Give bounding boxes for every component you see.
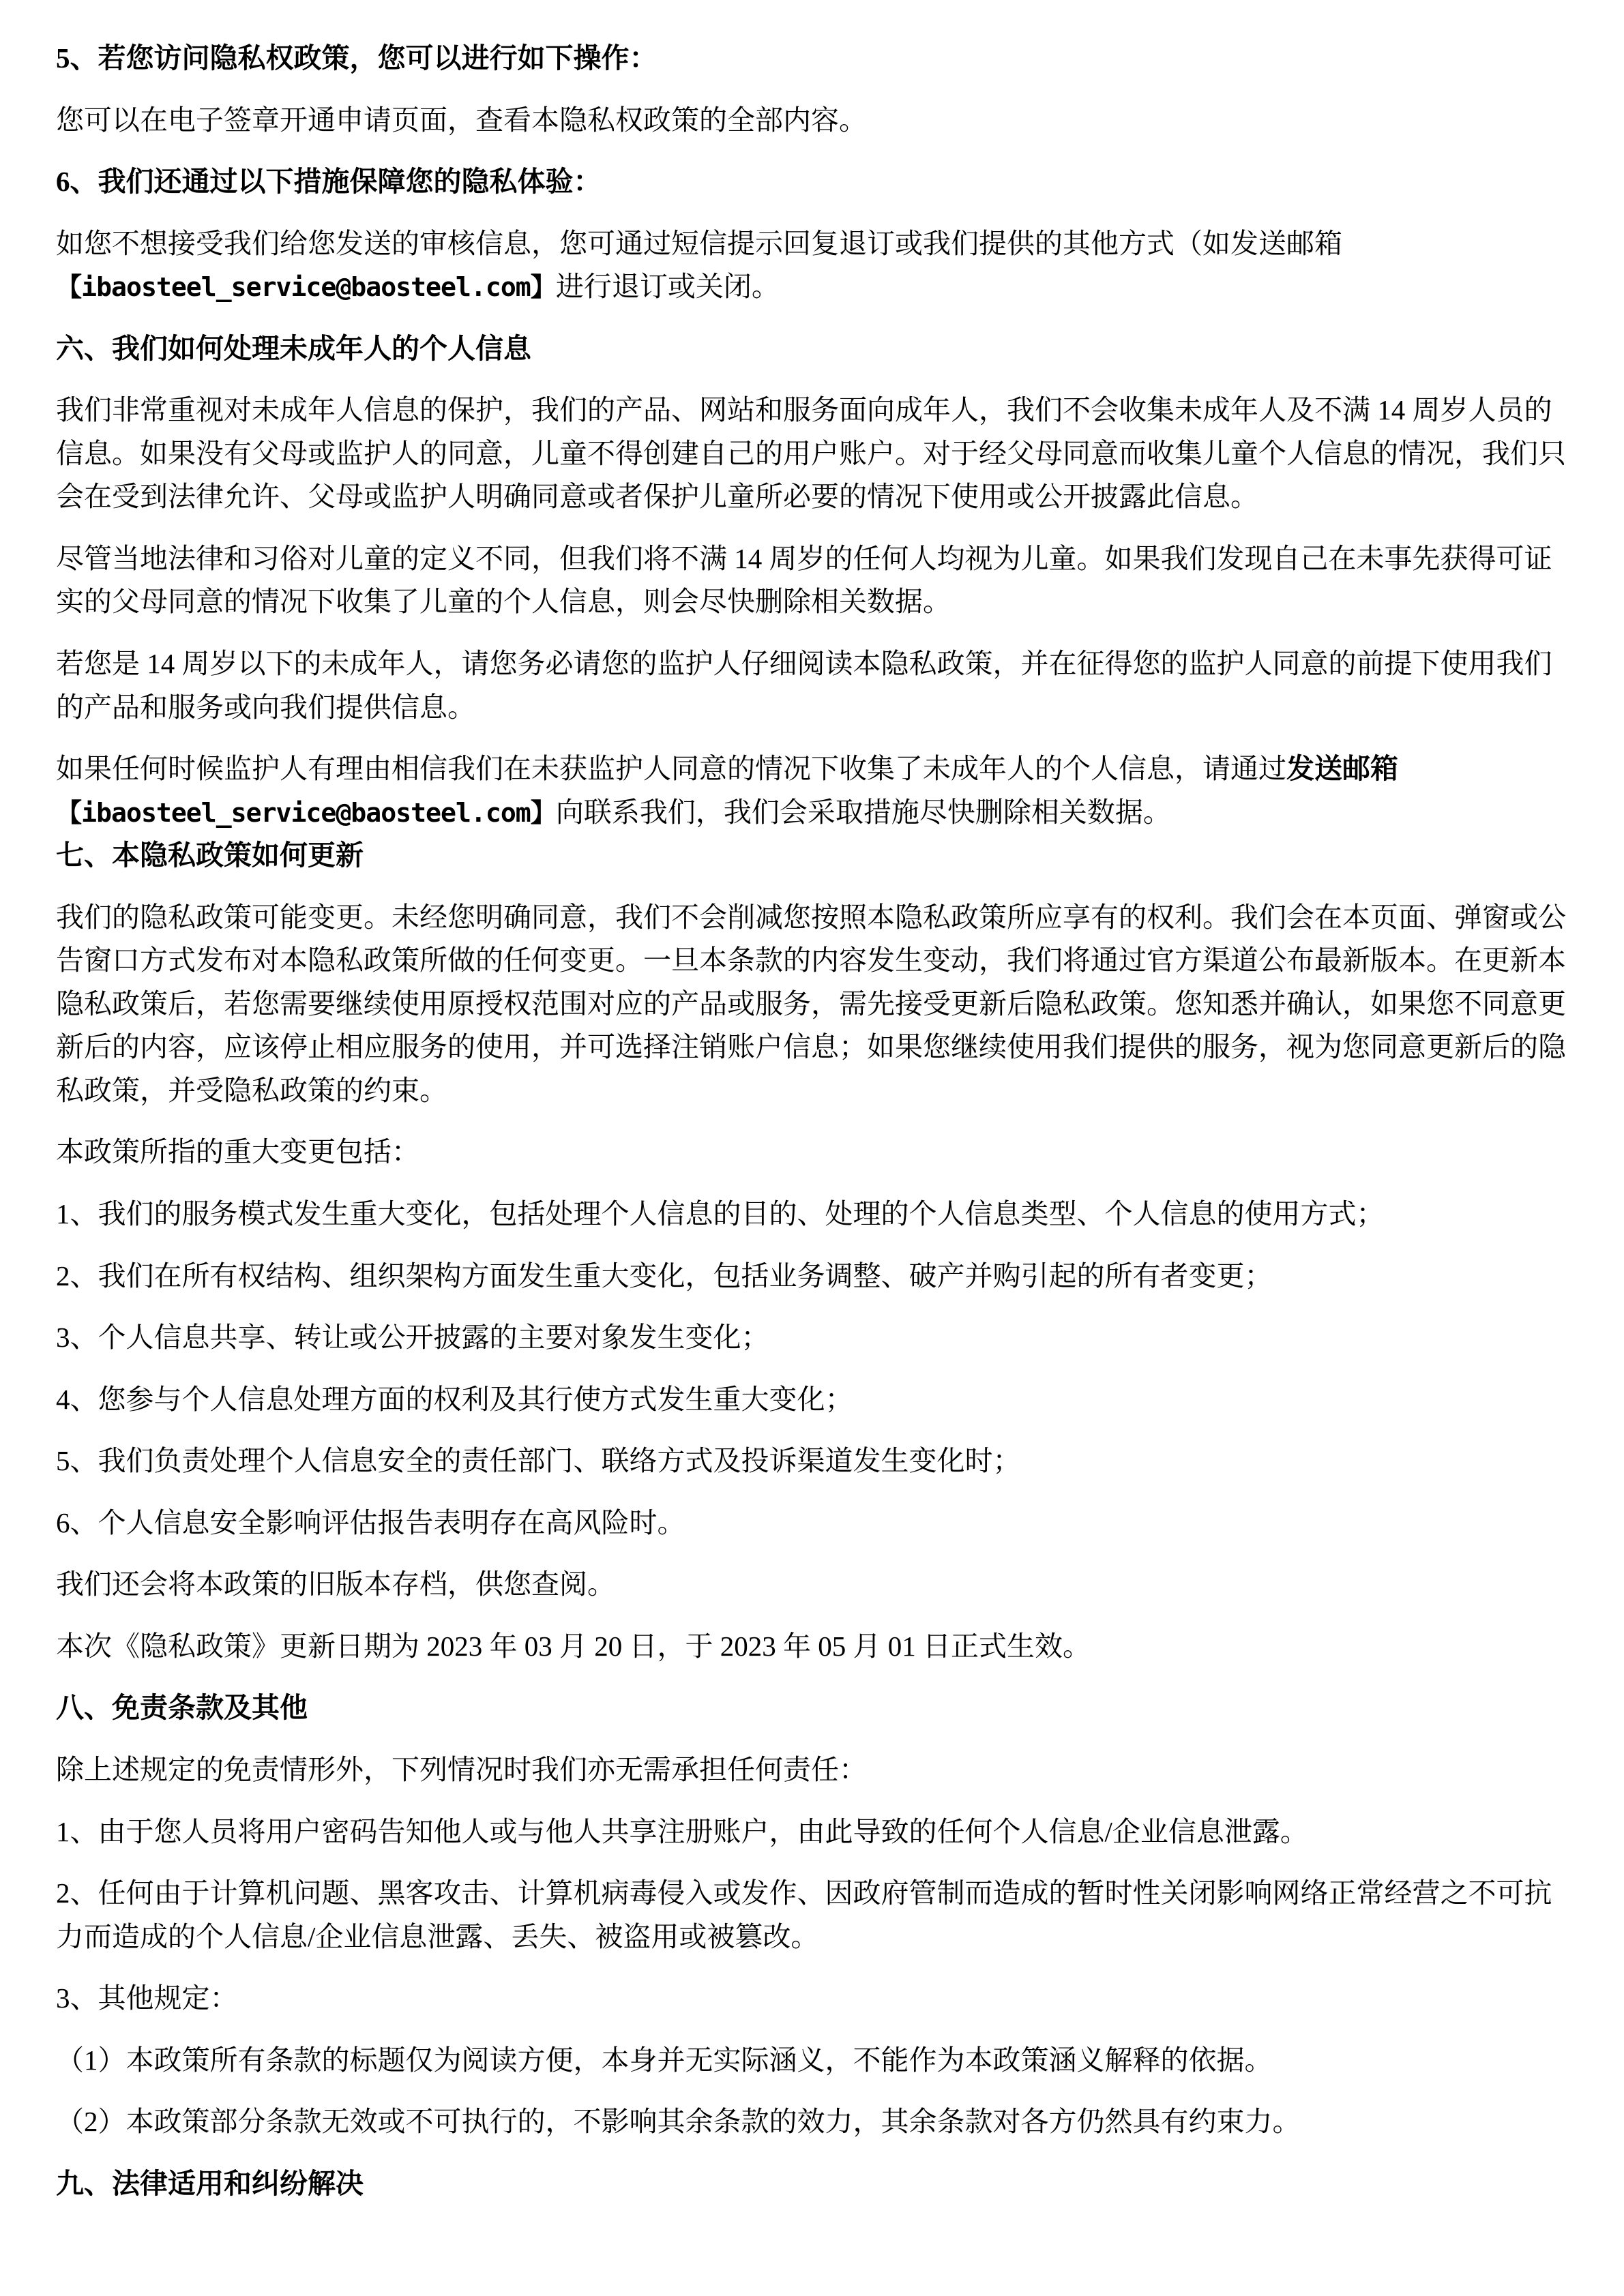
text-run: 向联系我们，我们会采取措施尽快删除相关数据。: [555, 796, 1171, 828]
text-run: 六、我们如何处理未成年人的个人信息: [56, 332, 531, 364]
section-heading: [56, 327, 1572, 371]
section-heading: [56, 160, 1572, 204]
text-run: 3、其他规定：: [56, 1982, 238, 2014]
text-run: 2、任何由于计算机问题、黑客攻击、计算机病毒侵入或发作、因政府管制而造成的暂时性关闭影响网络正常经营之不可抗力而造成的个人信息/企业信息泄露、丢失、被盗用或被篡改。: [56, 1877, 1552, 1952]
email-text: 【ibaosteel_service@baosteel.com】: [56, 797, 556, 828]
section-heading: [56, 2162, 1572, 2206]
text-run: 若您是 14 周岁以下的未成年人，请您务必请您的监护人仔细阅读本隐私政策，并在征得您的监护人同意的前提下使用我们的产品和服务或向我们提供信息。: [56, 648, 1552, 723]
section-heading: [56, 834, 1572, 878]
paragraph: [56, 747, 1572, 834]
text-run: 进行退订或关闭。: [555, 271, 780, 303]
paragraph: [56, 642, 1572, 729]
text-run: 如您不想接受我们给您发送的审核信息，您可通过短信提示回复退订或我们提供的其他方式（如发送邮箱: [56, 227, 1342, 259]
text-run: 我们还会将本政策的旧版本存档，供您查阅。: [56, 1568, 615, 1600]
paragraph: [56, 1810, 1572, 1854]
text-run: 5、若您访问隐私权政策，您可以进行如下操作：: [56, 42, 658, 74]
section-heading: [56, 37, 1572, 80]
paragraph: [56, 1625, 1572, 1669]
text-run: 尽管当地法律和习俗对儿童的定义不同，但我们将不满 14 周岁的任何人均视为儿童。如果我们发现自己在未事先获得可证实的父母同意的情况下收集了儿童的个人信息，则会尽快删除相关数据。: [56, 542, 1552, 618]
paragraph: [56, 1193, 1572, 1236]
text-run: 本政策所指的重大变更包括：: [56, 1136, 419, 1168]
text-run: 发送邮箱: [1286, 753, 1398, 785]
paragraph: [56, 2039, 1572, 2083]
text-run: 如果任何时候监护人有理由相信我们在未获监护人同意的情况下收集了未成年人的个人信息，请通过: [56, 753, 1286, 785]
text-run: 除上述规定的免责情形外，下列情况时我们亦无需承担任何责任：: [56, 1753, 867, 1785]
paragraph: [56, 389, 1572, 519]
paragraph: [56, 1316, 1572, 1360]
text-run: 七、本隐私政策如何更新: [56, 839, 364, 871]
paragraph: [56, 2100, 1572, 2144]
text-run: 九、法律适用和纠纷解决: [56, 2167, 364, 2199]
paragraph: [56, 1502, 1572, 1545]
email-text: 【ibaosteel_service@baosteel.com】: [56, 272, 556, 303]
paragraph: [56, 1131, 1572, 1174]
text-run: （2）本政策部分条款无效或不可执行的，不影响其余条款的效力，其余条款对各方仍然具有约束力。: [56, 2106, 1301, 2138]
paragraph: [56, 99, 1572, 143]
paragraph: [56, 1977, 1572, 2021]
text-run: 6、我们还通过以下措施保障您的隐私体验：: [56, 166, 602, 198]
text-run: 3、个人信息共享、转让或公开披露的主要对象发生变化；: [56, 1322, 769, 1354]
text-run: 2、我们在所有权结构、组织架构方面发生重大变化，包括业务调整、破产并购引起的所有者变更；: [56, 1259, 1273, 1292]
text-run: 八、免责条款及其他: [56, 1692, 308, 1724]
paragraph: [56, 896, 1572, 1113]
paragraph: [56, 1255, 1572, 1298]
text-run: 您可以在电子签章开通申请页面，查看本隐私权政策的全部内容。: [56, 104, 867, 136]
section-heading: [56, 1686, 1572, 1730]
text-run: 我们非常重视对未成年人信息的保护，我们的产品、网站和服务面向成年人，我们不会收集未成年人及不满 14 周岁人员的信息。如果没有父母或监护人的同意，儿童不得创建自己的用户账户。对于经父母同意而收集儿童个人信息的情况，我们只会在受到法律允许、父母或监护人明确同意或者保护儿童所必要的情况下使用或公开披露此信息。: [56, 394, 1566, 513]
paragraph: [56, 1440, 1572, 1483]
paragraph: [56, 1378, 1572, 1422]
paragraph: [56, 1872, 1572, 1958]
text-run: 1、我们的服务模式发生重大变化，包括处理个人信息的目的、处理的个人信息类型、个人信息的使用方式；: [56, 1198, 1385, 1230]
paragraph: [56, 222, 1572, 309]
text-run: 本次《隐私政策》更新日期为 2023 年 03 月 20 日，于 2023 年 05 月 01 日正式生效。: [56, 1630, 1091, 1662]
text-run: 4、您参与个人信息处理方面的权利及其行使方式发生重大变化；: [56, 1383, 853, 1415]
text-run: 6、个人信息安全影响评估报告表明存在高风险时。: [56, 1506, 685, 1538]
paragraph: [56, 1563, 1572, 1607]
text-run: 我们的隐私政策可能变更。未经您明确同意，我们不会削减您按照本隐私政策所应享有的权利。我们会在本页面、弹窗或公告窗口方式发布对本隐私政策所做的任何变更。一旦本条款的内容发生变动，我们将通过官方渠道公布最新版本。在更新本隐私政策后，若您需要继续使用原授权范围对应的产品或服务，需先接受更新后隐私政策。您知悉并确认，如果您不同意更新后的内容，应该停止相应服务的使用，并可选择注销账户信息；如果您继续使用我们提供的服务，视为您同意更新后的隐私政策，并受隐私政策的约束。: [56, 901, 1566, 1106]
text-run: （1）本政策所有条款的标题仅为阅读方便，本身并无实际涵义，不能作为本政策涵义解释的依据。: [56, 2044, 1273, 2076]
text-run: 5、我们负责处理个人信息安全的责任部门、联络方式及投诉渠道发生变化时；: [56, 1445, 1021, 1477]
text-run: 1、由于您人员将用户密码告知他人或与他人共享注册账户，由此导致的任何个人信息/企业信息泄露。: [56, 1815, 1308, 1847]
paragraph: [56, 537, 1572, 624]
paragraph: [56, 1748, 1572, 1792]
